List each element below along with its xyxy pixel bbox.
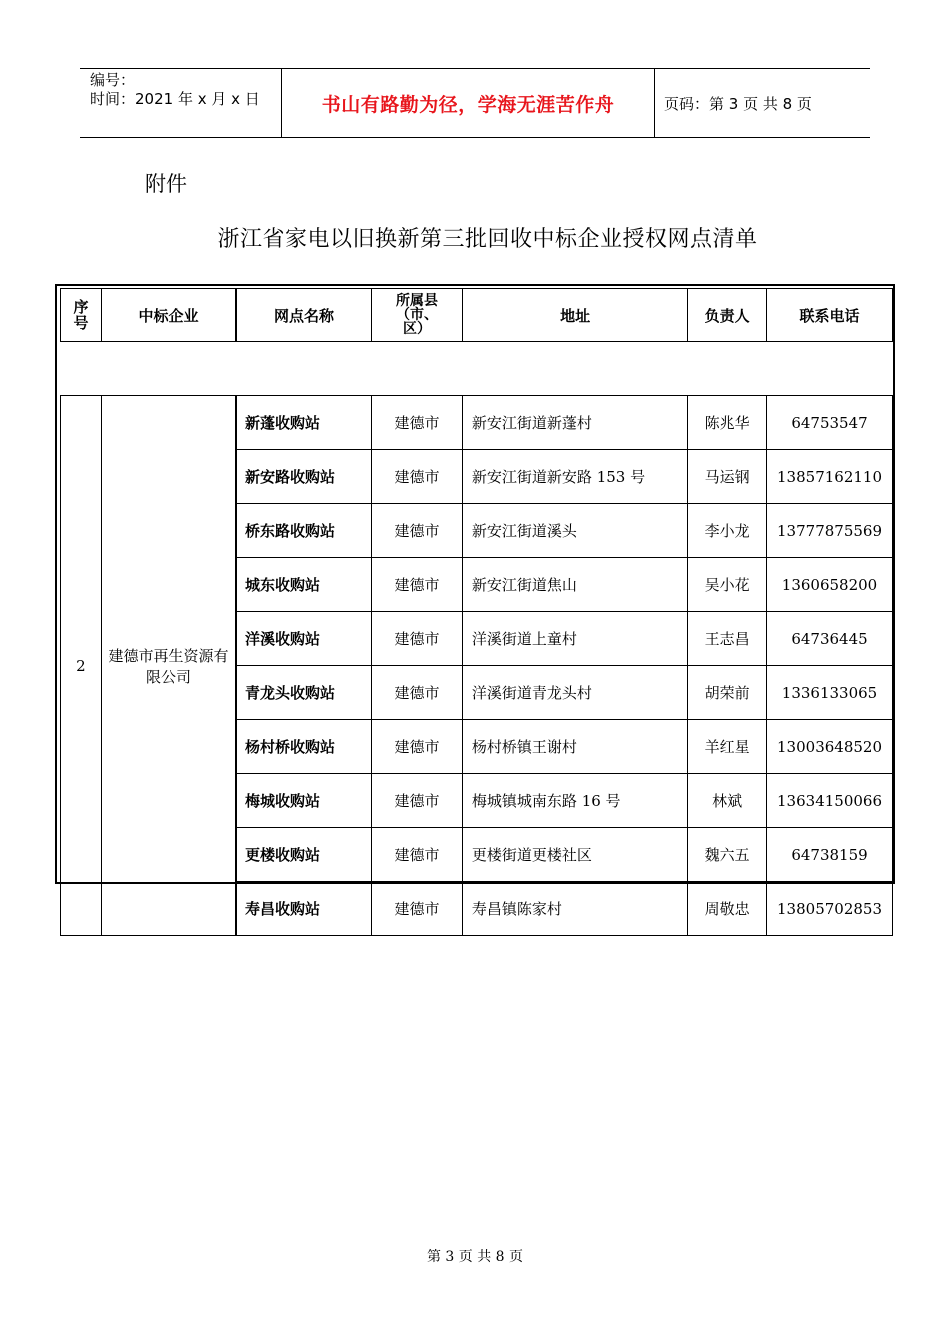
station-name-cell: 杨村桥收购站	[236, 720, 372, 774]
phone-cell: 64738159	[767, 828, 893, 882]
header-address: 地址	[462, 289, 687, 342]
person-cell: 林斌	[688, 774, 767, 828]
county-cell: 建德市	[372, 558, 463, 612]
person-cell: 吴小花	[688, 558, 767, 612]
station-name-cell: 桥东路收购站	[236, 504, 372, 558]
address-cell: 新安江街道焦山	[462, 558, 687, 612]
county-cell: 建德市	[372, 720, 463, 774]
station-name-cell: 新蓬收购站	[236, 396, 372, 450]
address-cell: 新安江街道溪头	[462, 504, 687, 558]
document-header	[80, 68, 870, 138]
table-spacer	[61, 342, 893, 396]
attachment-label: 附件	[145, 172, 187, 196]
station-name-cell: 梅城收购站	[236, 774, 372, 828]
address-cell: 洋溪街道青龙头村	[462, 666, 687, 720]
table-body	[61, 342, 893, 936]
county-cell: 建德市	[372, 882, 463, 936]
header-phone: 联系电话	[767, 289, 893, 342]
header-page-info: 页码：第 3 页 共 8 页	[664, 94, 812, 113]
county-cell: 建德市	[372, 504, 463, 558]
person-cell: 马运钢	[688, 450, 767, 504]
station-table-frame	[55, 284, 895, 918]
person-cell: 陈兆华	[688, 396, 767, 450]
phone-cell: 13857162110	[767, 450, 893, 504]
phone-cell: 1336133065	[767, 666, 893, 720]
person-cell: 李小龙	[688, 504, 767, 558]
header-motto: 书山有路勤为径，学海无涯苦作舟	[281, 69, 655, 137]
header-seq: 序号	[61, 289, 102, 342]
station-name-cell: 城东收购站	[236, 558, 372, 612]
header-station: 网点名称	[236, 289, 372, 342]
document-number-label: 编号：	[90, 71, 136, 89]
station-name-cell: 寿昌收购站	[236, 882, 372, 936]
address-cell: 杨村桥镇王谢村	[462, 720, 687, 774]
county-cell: 建德市	[372, 666, 463, 720]
county-cell: 建德市	[372, 450, 463, 504]
phone-cell: 13634150066	[767, 774, 893, 828]
table-row	[61, 396, 893, 450]
phone-cell: 13777875569	[767, 504, 893, 558]
county-cell: 建德市	[372, 774, 463, 828]
county-cell: 建德市	[372, 612, 463, 666]
person-cell: 周敬忠	[688, 882, 767, 936]
seq-cell: 2	[61, 396, 102, 936]
phone-cell: 1360658200	[767, 558, 893, 612]
company-cell: 建德市再生资源有限公司	[101, 396, 236, 936]
address-cell: 更楼街道更楼社区	[462, 828, 687, 882]
header-company: 中标企业	[101, 289, 236, 342]
person-cell: 魏六五	[688, 828, 767, 882]
person-cell: 王志昌	[688, 612, 767, 666]
address-cell: 梅城镇城南东路 16 号	[462, 774, 687, 828]
person-cell: 羊红星	[688, 720, 767, 774]
county-cell: 建德市	[372, 828, 463, 882]
station-table	[60, 288, 893, 936]
station-name-cell: 洋溪收购站	[236, 612, 372, 666]
table-header-row	[61, 289, 893, 342]
address-cell: 新安江街道新安路 153 号	[462, 450, 687, 504]
address-cell: 寿昌镇陈家村	[462, 882, 687, 936]
header-county: 所属县 （市、 区）	[372, 289, 463, 342]
station-name-cell: 青龙头收购站	[236, 666, 372, 720]
phone-cell: 13805702853	[767, 882, 893, 936]
header-person: 负责人	[688, 289, 767, 342]
station-name-cell: 更楼收购站	[236, 828, 372, 882]
address-cell: 洋溪街道上童村	[462, 612, 687, 666]
header-meta	[80, 69, 290, 139]
page-title: 浙江省家电以旧换新第三批回收中标企业授权网点清单	[217, 227, 758, 252]
person-cell: 胡荣前	[688, 666, 767, 720]
station-name-cell: 新安路收购站	[236, 450, 372, 504]
county-cell: 建德市	[372, 396, 463, 450]
document-time-label: 时间：2021 年 x 月 x 日	[90, 90, 260, 108]
phone-cell: 13003648520	[767, 720, 893, 774]
page-footer: 第 3 页 共 8 页	[426, 1249, 524, 1265]
phone-cell: 64753547	[767, 396, 893, 450]
phone-cell: 64736445	[767, 612, 893, 666]
address-cell: 新安江街道新蓬村	[462, 396, 687, 450]
